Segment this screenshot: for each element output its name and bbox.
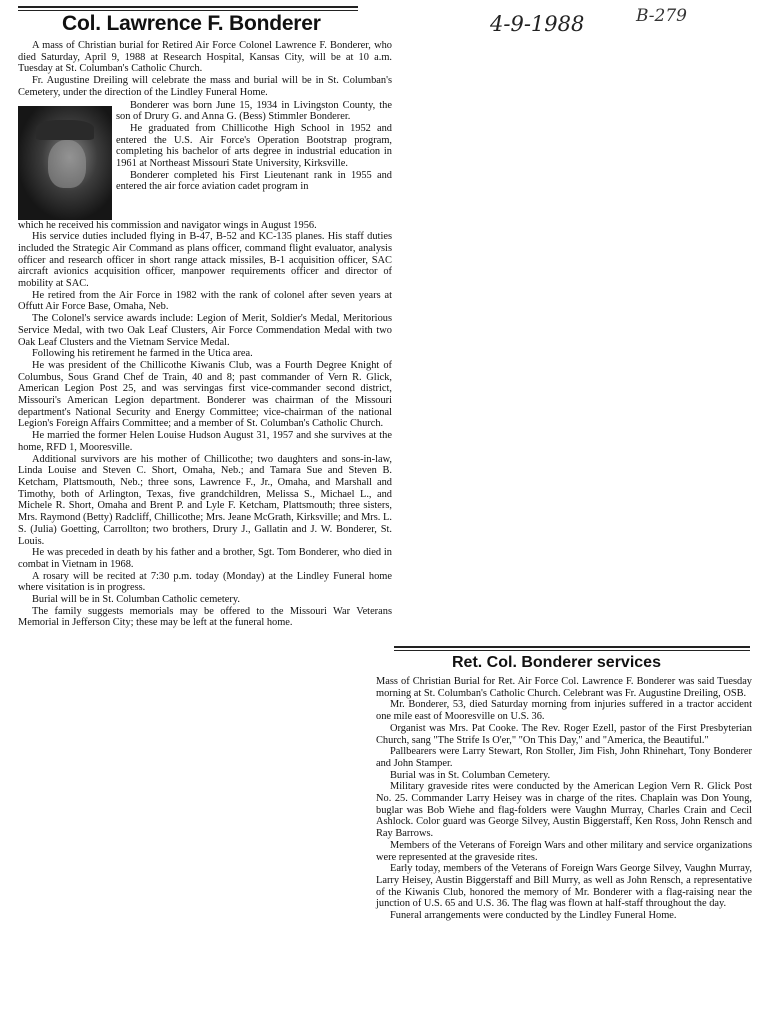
obituary-column [18,40,392,629]
obituary-paragraph: He retired from the Air Force in 1982 with the rank of colonel after seven years at Offutt Air Force Base, Omaha, Neb. [18,289,392,313]
services-paragraph: Mass of Christian Burial for Ret. Air Force Col. Lawrence F. Bonderer was said Tuesday morning at St. Columban's Catholic Church. Celebrant was Fr. Augustine Dreiling, OSB. [376,676,752,699]
obituary-paragraph: A mass of Christian burial for Retired Air Force Colonel Lawrence F. Bonderer, who died Saturday, April 9, 1988 at Research Hospital, Kansas City, will be at 10 a.m. Tuesday at St. Columban's Catholic Church. [18,40,392,75]
services-paragraph: Funeral arrangements were conducted by the Lindley Funeral Home. [390,910,677,922]
top-rule-thin [18,10,358,11]
obituary-paragraph: He was preceded in death by his father and a brother, Sgt. Tom Bonderer, who died in combat in Vietnam in 1968. [18,547,392,570]
obituary-paragraph: Following his retirement he farmed in the Utica area. [32,348,253,360]
obituary-paragraph: Burial will be in St. Columban Catholic cemetery. [32,594,240,606]
obituary-paragraph: Bonderer was born June 15, 1934 in Livingston County, the son of Drury G. and Anna G. (Bess) Stimmler Bonderer. [116,99,392,123]
services-paragraph: Military graveside rites were conducted by the American Legion Vern R. Glick Post No. 25. Commander Larry Heisey was in charge of the rites. Chaplain was Don Young, buglar was Bob Wiehe and flag-folders were Vaughn Murray, Charles Crain and Cecil Ashlock. Color guard was George Silvey, Austin Biggerstaff, Ken Ross, John Rensch and Ray Barrows. [376,781,752,840]
obituary-paragraph: Fr. Augustine Dreiling will celebrate the mass and burial will be in St. Columban's Cemetery, under the direction of the Lindley Funeral Home. [18,75,392,98]
services-column [376,676,752,922]
portrait-cap-shape [36,120,94,140]
obituary-paragraph: A rosary will be recited at 7:30 p.m. today (Monday) at the Lindley Funeral home where visitation is in progress. [18,570,392,594]
obituary-paragraph: The family suggests memorials may be offered to the Missouri War Veterans Memorial in Jefferson City; these may be left at the funeral home. [18,605,392,629]
handwritten-code: B-279 [636,6,687,26]
photo-side-text [116,100,392,220]
obituary-paragraph: which he received his commission and navigator wings in August 1956. [18,219,317,231]
services-paragraph: Burial was in St. Columban Cemetery. [390,769,551,781]
services-paragraph: Mr. Bonderer, 53, died Saturday morning from injuries suffered in a tractor accident one mile east of Mooresville on U.S. 36. [376,699,752,723]
obituary-paragraph: The Colonel's service awards include: Legion of Merit, Soldier's Medal, Meritorious Service Medal, with two Oak Leaf Clusters, Air Force Commendation Medal with two Oak Leaf Clusters and the Vietnam Service Medal. [18,313,392,348]
portrait-photo [18,106,112,220]
top-rule [18,6,358,8]
handwritten-date: 4-9-1988 [490,12,585,36]
portrait-face-shape [48,140,86,188]
services-paragraph: Early today, members of the Veterans of Foreign Wars George Silvey, Vaughn Murray, Larry Heisey, Austin Biggerstaff and Bill Murry, as well as John Rensch, a representative of the Kiwanis Club, honored the memory of Mr. Bonderer with a flag-raising near the junction of U.S. 65 and U.S. 36. The flag was flown at half-staff throughout the day. [376,863,752,910]
obituary-paragraph: His service duties included flying in B-47, B-52 and KC-135 planes. His staff duties included the Strategic Air Command as plans officer, command flight evaluator, analysis officer and research officer in short range attack missiles, B-1 acquisition officer, SAC aircraft avionics acquisition officer, manpower requirements officer and director of mobility at SAC. [18,231,392,290]
services-paragraph: Pallbearers were Larry Stewart, Ron Stoller, Jim Fish, John Rhinehart, Tony Bonderer and John Stamper. [376,746,752,769]
obituary-paragraph: He was president of the Chillicothe Kiwanis Club, was a Fourth Degree Knight of Columbus, Sous Grand Chef de Train, 40 and 8; past commander of Vern R. Glick, American Legion Post 25, and was servingas first vice-commander second district, Missouri's American Legion department. Bonderer was chairman of the Missouri department's National Security and Energy Committee; vice-chairman of the national Legion's Foreign Affairs Committee; and a member of St. Columban's Catholic Church. [18,359,392,430]
services-headline: Ret. Col. Bonderer services [452,654,661,671]
obituary-headline: Col. Lawrence F. Bonderer [62,12,321,35]
services-top-rule [394,646,750,648]
obituary-paragraph: He graduated from Chillicothe High School in 1952 and entered the U.S. Air Force's Operation Bootstrap program, completing his bachelor of arts degree in industrial education in 1961 at Northeast Missouri State University, Kirksville. [116,122,392,170]
obituary-paragraph: Additional survivors are his mother of Chillicothe; two daughters and sons-in-law, Linda Louise and Steven C. Short, Omaha, Neb.; and Tamara Sue and Steven B. Ketcham, Plattsmouth, Neb.; three sons, Lawrence F., Jr., Omaha, and Marshall and Timothy, both of Arlington, Texas, five grandchildren, Melissa S., Michael L., and Michele R. Short, Omaha and Brent P. and Lyle F. Ketcham, Plattsmouth; three sisters, Mrs. Raymond (Betty) Radcliff, Chillicothe; Mrs. Jeane McGrath, Kirksville; and Mrs. L. S. (Julia) Goetting, Carrollton; two brothers, Drury J., Gallatin and J. W. Bonderer, St. Louis. [18,453,392,547]
obituary-paragraph: He married the former Helen Louise Hudson August 31, 1957 and she survives at the home, RFD 1, Mooresville. [18,430,392,453]
obituary-paragraph: Bonderer completed his First Lieutenant rank in 1955 and entered the air force aviation cadet program in [116,169,392,193]
services-paragraph: Members of the Veterans of Foreign Wars and other military and service organizations were represented at the graveside rites. [376,839,752,863]
services-paragraph: Organist was Mrs. Pat Cooke. The Rev. Roger Ezell, pastor of the First Presbyterian Church, sang "The Strife Is O'er," "On This Day," and "America, the Beautiful." [376,722,752,746]
services-top-rule-thin [394,650,750,651]
photo-paragraph-block [18,100,392,220]
